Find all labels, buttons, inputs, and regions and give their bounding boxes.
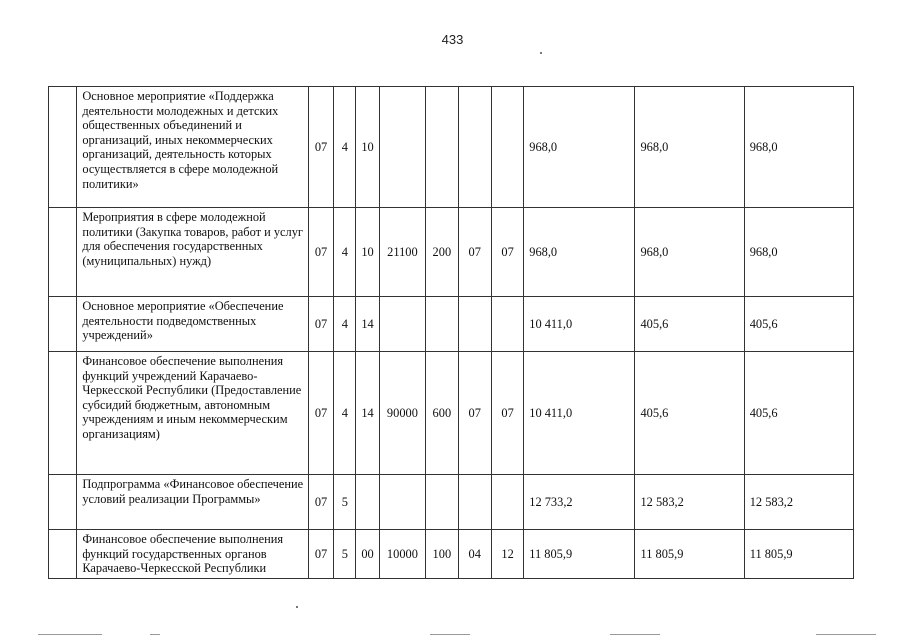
- item-name: Основное мероприятие «Поддержка деятельности молодежных и детских общественных объединений и организаций, иных некоммерческих организаций, деятельность которых осуществляется в сфере молодежной политики»: [77, 87, 309, 208]
- amount-year-3: 11 805,9: [744, 530, 853, 579]
- measure-code: [356, 475, 379, 530]
- expense-type-code: [426, 297, 458, 352]
- amount-year-2: 405,6: [635, 352, 744, 475]
- amount-year-1: 10 411,0: [524, 297, 635, 352]
- scan-artifact-line: [430, 634, 470, 635]
- direction-code: 10000: [379, 530, 426, 579]
- subdivision-code: 12: [491, 530, 523, 579]
- scan-artifact-dot: [540, 52, 542, 54]
- amount-year-2: 968,0: [635, 208, 744, 297]
- division-code: 07: [458, 352, 491, 475]
- section-code: 07: [308, 297, 333, 352]
- direction-code: [379, 297, 426, 352]
- division-code: 04: [458, 530, 491, 579]
- section-code: 07: [308, 87, 333, 208]
- expense-type-code: 200: [426, 208, 458, 297]
- measure-code: 00: [356, 530, 379, 579]
- amount-year-3: 405,6: [744, 352, 853, 475]
- subdivision-code: [491, 297, 523, 352]
- expense-type-code: 600: [426, 352, 458, 475]
- budget-table: [48, 86, 854, 579]
- scan-artifact-line: [816, 634, 876, 635]
- item-name: Подпрограмма «Финансовое обеспечение условий реализации Программы»: [77, 475, 309, 530]
- subprogram-code: 4: [334, 87, 356, 208]
- table-row: [49, 208, 854, 297]
- direction-code: [379, 475, 426, 530]
- item-name: Финансовое обеспечение выполнения функций учреждений Карачаево-Черкесской Республики (Предоставление субсидий бюджетным, автономным учреждениям и иным некоммерческим организациям): [77, 352, 309, 475]
- row-margin-cell: [49, 297, 77, 352]
- subdivision-code: [491, 87, 523, 208]
- section-code: 07: [308, 208, 333, 297]
- scan-artifact-dot: [296, 606, 298, 608]
- division-code: [458, 297, 491, 352]
- direction-code: 90000: [379, 352, 426, 475]
- subdivision-code: 07: [491, 352, 523, 475]
- amount-year-1: 12 733,2: [524, 475, 635, 530]
- amount-year-2: 11 805,9: [635, 530, 744, 579]
- direction-code: [379, 87, 426, 208]
- table-row: [49, 530, 854, 579]
- subprogram-code: 4: [334, 208, 356, 297]
- section-code: 07: [308, 352, 333, 475]
- row-margin-cell: [49, 208, 77, 297]
- amount-year-1: 10 411,0: [524, 352, 635, 475]
- table-row: [49, 87, 854, 208]
- amount-year-3: 12 583,2: [744, 475, 853, 530]
- amount-year-1: 11 805,9: [524, 530, 635, 579]
- amount-year-2: 968,0: [635, 87, 744, 208]
- amount-year-3: 968,0: [744, 208, 853, 297]
- section-code: 07: [308, 530, 333, 579]
- section-code: 07: [308, 475, 333, 530]
- row-margin-cell: [49, 475, 77, 530]
- expense-type-code: [426, 475, 458, 530]
- table-row: [49, 352, 854, 475]
- table-row: [49, 297, 854, 352]
- row-margin-cell: [49, 352, 77, 475]
- scan-artifact-line: [38, 634, 102, 635]
- measure-code: 10: [356, 87, 379, 208]
- amount-year-2: 12 583,2: [635, 475, 744, 530]
- row-margin-cell: [49, 87, 77, 208]
- amount-year-2: 405,6: [635, 297, 744, 352]
- subprogram-code: 5: [334, 475, 356, 530]
- scan-artifact-line: [150, 634, 160, 635]
- row-margin-cell: [49, 530, 77, 579]
- item-name: Основное мероприятие «Обеспечение деятельности подведомственных учреждений»: [77, 297, 309, 352]
- division-code: [458, 475, 491, 530]
- expense-type-code: 100: [426, 530, 458, 579]
- amount-year-1: 968,0: [524, 208, 635, 297]
- expense-type-code: [426, 87, 458, 208]
- amount-year-1: 968,0: [524, 87, 635, 208]
- table-row: [49, 475, 854, 530]
- scan-artifact-line: [610, 634, 660, 635]
- subprogram-code: 5: [334, 530, 356, 579]
- page-number: 433: [441, 32, 464, 47]
- subdivision-code: 07: [491, 208, 523, 297]
- direction-code: 21100: [379, 208, 426, 297]
- measure-code: 14: [356, 352, 379, 475]
- subprogram-code: 4: [334, 297, 356, 352]
- amount-year-3: 968,0: [744, 87, 853, 208]
- measure-code: 10: [356, 208, 379, 297]
- item-name: Финансовое обеспечение выполнения функций государственных органов Карачаево-Черкесской Республики: [77, 530, 309, 579]
- division-code: 07: [458, 208, 491, 297]
- measure-code: 14: [356, 297, 379, 352]
- amount-year-3: 405,6: [744, 297, 853, 352]
- item-name: Мероприятия в сфере молодежной политики (Закупка товаров, работ и услуг для обеспечения государственных (муниципальных) нужд): [77, 208, 309, 297]
- subdivision-code: [491, 475, 523, 530]
- subprogram-code: 4: [334, 352, 356, 475]
- division-code: [458, 87, 491, 208]
